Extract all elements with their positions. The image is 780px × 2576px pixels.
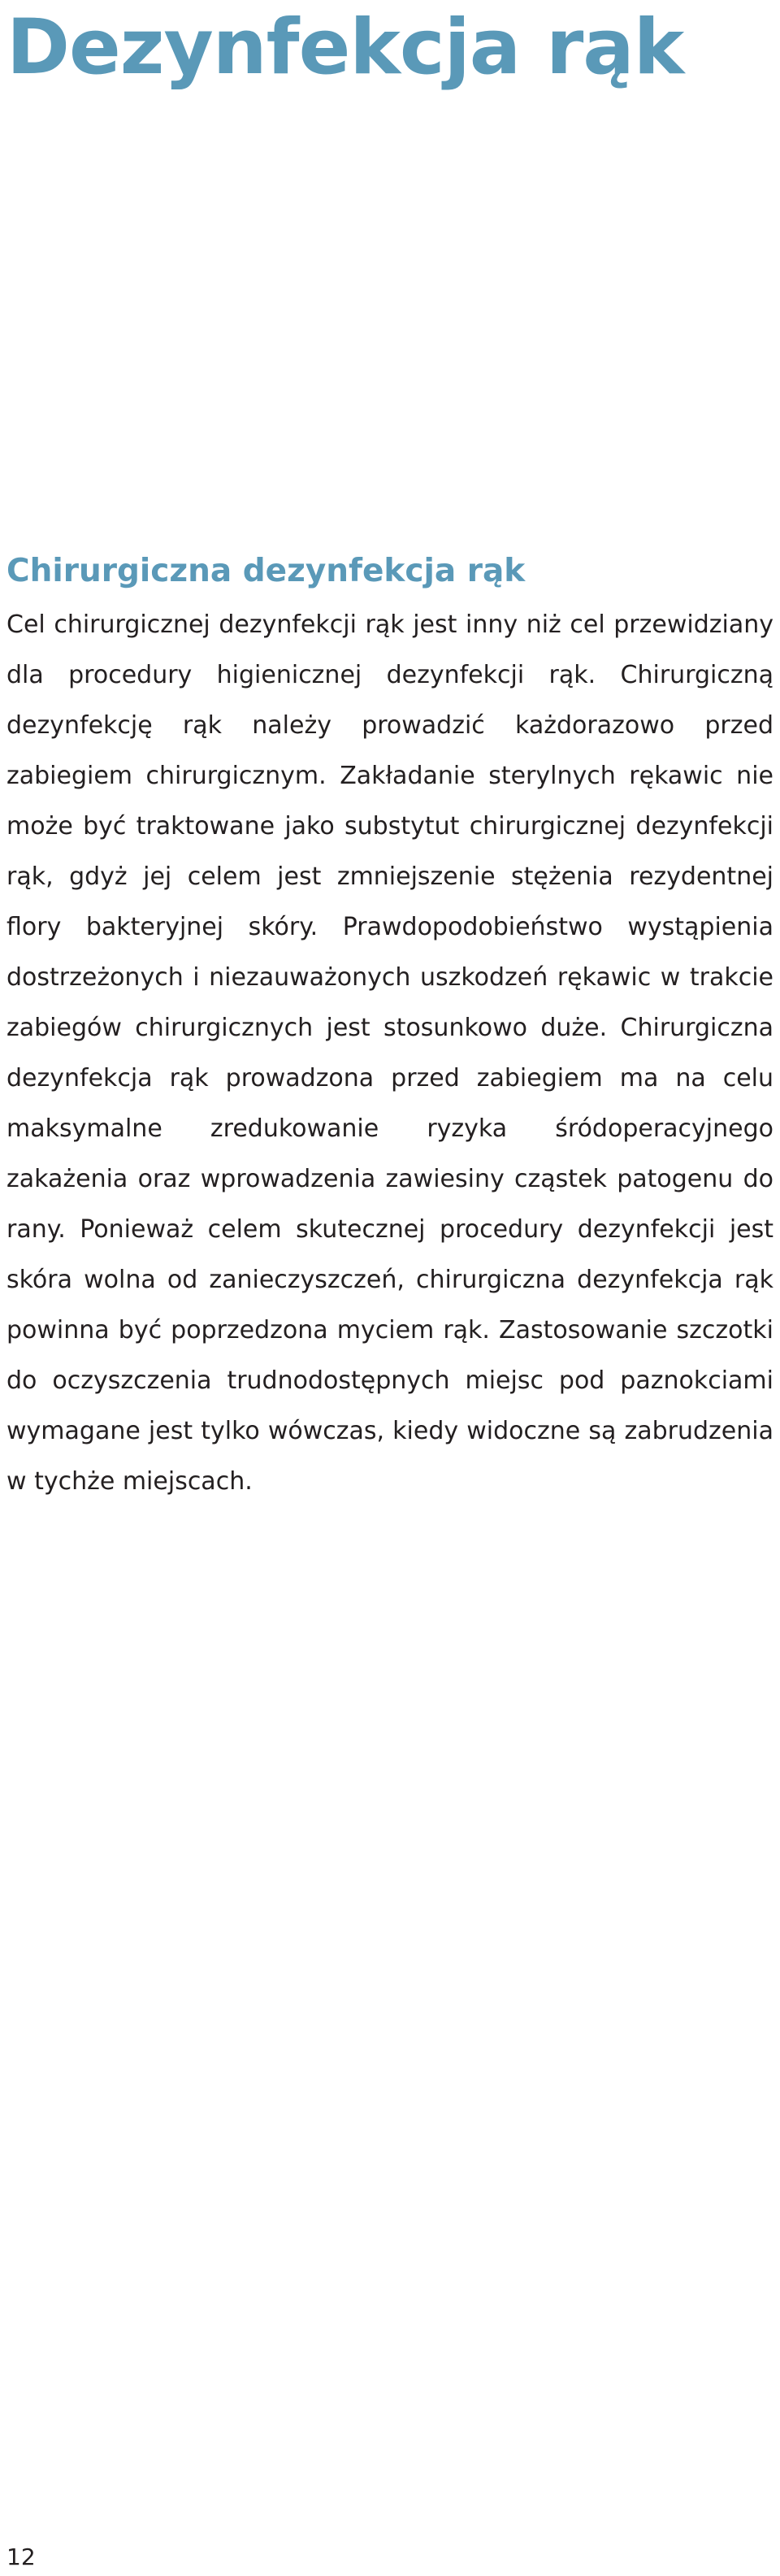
page-number: 12 bbox=[6, 2543, 36, 2570]
section-body-paragraph: Cel chirurgicznej dezynfekcji rąk jest inny niż cel przewidziany dla procedury higienicznej dezynfekcji rąk. Chirurgiczną dezynfekcję rąk należy prowadzić każdorazowo przed zabiegiem chirurgicznym. Zakładanie sterylnych rękawic nie może być traktowane jako substytut chirurgicznej dezynfekcji rąk, gdyż jej celem jest zmniejszenie stężenia rezydentnej flory bakteryjnej skóry. Prawdopodobieństwo wystąpienia dostrzeżonych i niezauważonych uszkodzeń rękawic w trakcie zabiegów chirurgicznych jest stosunkowo duże. Chirurgiczna dezynfekcja rąk prowadzona przed zabiegiem ma na celu maksymalne zredukowanie ryzyka śródoperacyjnego zakażenia oraz wprowadzenia zawiesiny cząstek patogenu do rany. Ponieważ celem skutecznej procedury dezynfekcji jest skóra wolna od zanieczyszczeń, chirurgiczna dezynfekcja rąk powinna być poprzedzona myciem rąk. Zastosowanie szczotki do oczyszczenia trudnodostępnych miejsc pod paznokciami wymagane jest tylko wówczas, kiedy widoczne są zabrudzenia w tychże miejscach. bbox=[6, 610, 774, 1496]
page-title: Dezynfekcja rąk bbox=[6, 3, 684, 92]
section-surgical-hand-disinfection bbox=[6, 543, 774, 1507]
section-heading: Chirurgiczna dezynfekcja rąk bbox=[6, 553, 526, 589]
